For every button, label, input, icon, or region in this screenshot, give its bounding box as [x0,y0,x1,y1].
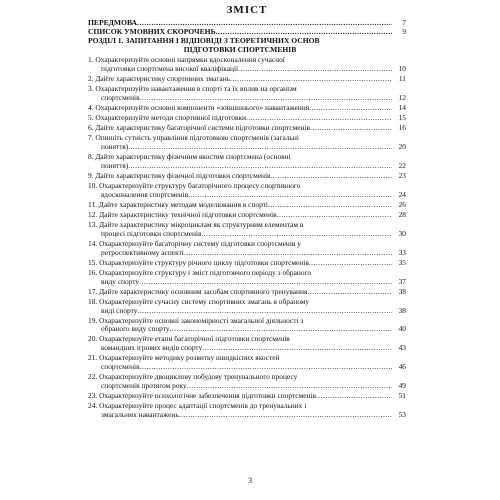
toc-item[interactable] [88,269,406,286]
toc-page-number: 7 [392,19,406,28]
toc-item-title: 23. Охарактеризуйте психологічне забезпечення підготовки спортсменів ..... [88,392,406,401]
toc-page-number: 30 [392,230,406,239]
toc-item[interactable] [88,182,406,199]
toc-item-title: 1. Охарактеризуйте основні напрямки вдосконалення сучасної [88,55,285,64]
toc-item-title: 8. Дайте характеристику фізичним якостям спортсмена (основні [88,153,291,162]
toc-item-title: 17. Дайте характеристику основним засобам спортивного тренування ..... [88,288,406,297]
toc-item-title: 4. Охарактеризуйте основні компоненти «зовнішнього» навантаження ..... [88,104,406,113]
toc-item[interactable] [88,114,406,123]
toc-page-number: 22 [392,162,406,171]
toc-item-title-cont: спортсменів протягом року ..... [88,382,406,391]
toc-item-title-cont: процесі підготовки спортсменів ..... [88,230,406,239]
toc-item[interactable] [88,240,406,257]
toc-item-title-cont: спортсменів ..... [88,94,406,103]
toc-item-title: 20. Охарактеризуйте етапи багаторічної підготовки спортсменів [88,335,290,344]
toc-page-number: 35 [392,259,406,268]
toc-item-title: 12. Дайте характеристику технічної підготовки спортсменів ..... [88,211,406,220]
toc-item-title: 2. Дайте характеристику спортивних змагань ..... [88,75,406,84]
toc-item-title-cont: змагальних навантажень ..... [88,411,406,420]
toc-item-title-cont: поняття) ..... [88,162,406,171]
toc-item-title: 14. Охарактеризуйте багаторічну систему підготовки спортсменів у [88,239,301,248]
toc-page-number: 46 [392,363,406,372]
toc-item-title-cont: ретроспективному аспекті ..... [88,249,406,258]
toc-item-title: 13. Дайте характеристику мікроциклам як структурним елементам в [88,221,304,230]
toc-item-title: 21. Охарактеризуйте методику розвитку швидкісних якостей [88,354,280,363]
toc-item-title-cont: обраного виду спорту ..... [88,325,406,334]
toc-page-number: 43 [392,344,406,353]
toc-page-number: 23 [392,172,406,181]
toc-item-title: 6. Дайте характеристику багаторічної системи підготовки спортсменів ..... [88,124,406,133]
toc-item-title: 22. Охарактеризуйте двоциклову побудову тренувального процесу [88,373,298,382]
toc-item[interactable] [88,153,406,170]
toc-item-title: 11. Дайте характеристику методам моделювання в спорті ..... [88,201,406,210]
front-matter [88,19,406,36]
toc-item-title: 9. Дайте характеристику фізичної підготовки спортсменів ..... [88,172,406,181]
toc-item[interactable] [88,56,406,73]
toc-item[interactable] [88,298,406,315]
toc-item[interactable] [88,221,406,238]
toc-item[interactable] [88,402,406,419]
toc-item-title-cont: командних ігрових видів спорту ..... [88,344,406,353]
toc-page-number: 33 [392,249,406,258]
toc-item[interactable] [88,104,406,113]
toc-item[interactable] [88,259,406,268]
toc-item[interactable] [88,288,406,297]
toc-page-number: 26 [392,201,406,210]
toc-page-number: 51 [392,392,406,401]
toc-page-number: 53 [392,411,406,420]
toc-item-title: 24. Охарактеризуйте процес адаптації спортсменів до тренувальних і [88,402,307,410]
toc-page-number: 28 [392,211,406,220]
toc-page-number: 37 [392,278,406,287]
toc-item-title-cont: спортсменів ..... [88,363,406,372]
toc-item-title: 16. Охарактеризуйте структуру і зміст підготовчого періоду з обраного [88,268,312,277]
toc-front-item[interactable] [88,28,406,37]
toc-page-number: 9 [392,28,406,37]
toc-item-title: 18. Охарактеризуйте сучасну систему спортивних змагань в обраному [88,297,310,306]
toc-item-title-cont: виді спорту ..... [88,307,406,316]
toc-front-label: ПЕРЕДМОВА ..... [88,19,406,28]
toc-items [88,56,406,421]
toc-page-number: 24 [392,191,406,200]
toc-front-label: СПИСОК УМОВНИХ СКОРОЧЕНЬ ..... [88,28,406,37]
toc-item[interactable] [88,317,406,334]
table-of-contents [88,4,406,421]
section-heading-line1: РОЗДІЛ 1. ЗАПИТАННЯ І ВІДПОВІДІ З ТЕОРЕТИЧНИХ ОСНОВ [88,37,320,46]
toc-item[interactable] [88,354,406,371]
toc-page-number: 38 [392,307,406,316]
toc-page-number: 49 [392,382,406,391]
toc-item[interactable] [88,211,406,220]
toc-item[interactable] [88,75,406,84]
toc-item-title: 15. Охарактеризуйте структуру річного циклу підготовки спортсменів ..... [88,259,406,268]
toc-item[interactable] [88,124,406,133]
toc-page-number: 15 [392,114,406,123]
toc-item-title: 19. Охарактеризуйте основні закономірності змагальної діяльності з [88,316,304,325]
toc-item[interactable] [88,392,406,401]
toc-page-number: 14 [392,104,406,113]
toc-page-number: 10 [392,65,406,74]
toc-item-title: 5. Охарактеризуйте методи спортивної підготовки ..... [88,114,406,123]
toc-item-title: 3. Охарактеризуйте навантаження в спорті та їх вплив на організм [88,84,297,93]
toc-front-item[interactable] [88,19,406,28]
toc-page-number: 16 [392,124,406,133]
toc-item[interactable] [88,172,406,181]
section-heading-line2: ПІДГОТОВКИ СПОРТСМЕНІВ [183,45,297,54]
toc-item-title: 7. Опишіть сутність управління підготовкою спортсменів (загальні [88,134,299,143]
toc-page-number: 11 [392,75,406,84]
toc-page-number: 12 [392,94,406,103]
toc-item-title-cont: вдосконалення спортсменів ..... [88,191,406,200]
toc-item[interactable] [88,335,406,352]
toc-page-number: 40 [392,325,406,334]
page-title: ЗМІСТ [226,4,268,16]
toc-item-title-cont: підготовки спортсмена високої кваліфікації ..... [88,65,406,74]
section-heading [88,37,406,54]
toc-item[interactable] [88,85,406,102]
toc-item[interactable] [88,373,406,390]
toc-item[interactable] [88,134,406,151]
toc-item-title-cont: поняття) ..... [88,143,406,152]
toc-item[interactable] [88,201,406,210]
page-number: 3 [248,476,252,485]
toc-page-number: 20 [392,143,406,152]
toc-page-number: 38 [392,288,406,297]
toc-item-title-cont: виду спорту ..... [88,278,406,287]
toc-item-title: 10. Охарактеризуйте структуру багаторічного процесу спортивного [88,182,301,191]
